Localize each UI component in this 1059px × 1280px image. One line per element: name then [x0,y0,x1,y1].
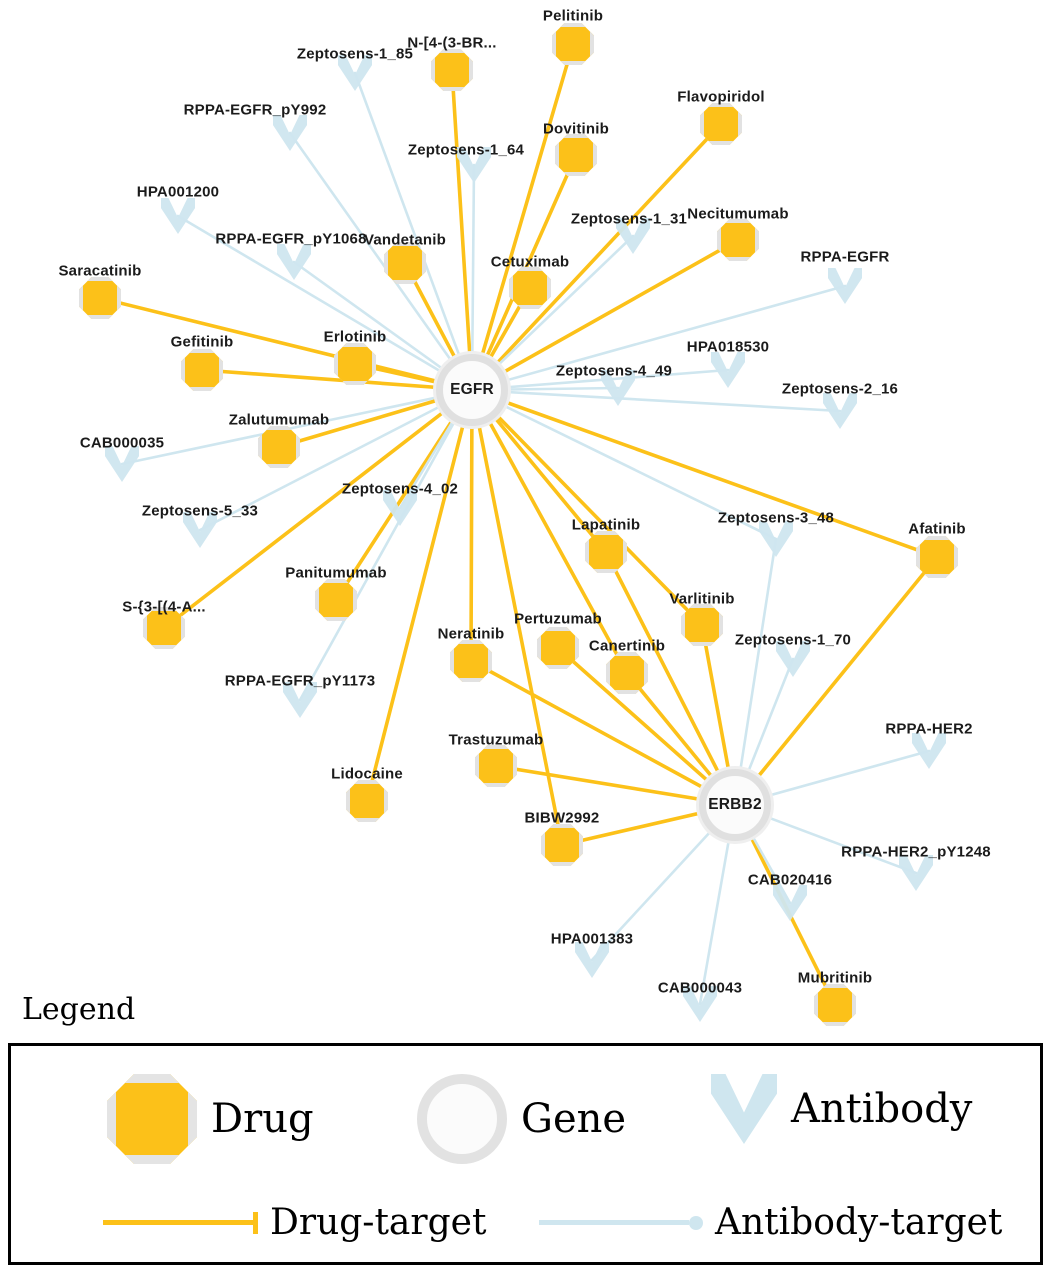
node-label: Zeptosens-1_31 [570,210,688,228]
node-label: Trastuzumab [448,731,544,749]
edge-drug [735,557,937,805]
legend-label-antibody: Antibody [791,1086,973,1132]
node-label: CAB000035 [79,434,165,452]
node-label: Zeptosens-3_48 [717,509,835,527]
gene-circle-icon [417,1074,507,1164]
node-label: Pertuzumab [514,610,602,628]
legend-item-gene [417,1074,626,1164]
legend-box [8,1043,1043,1265]
node-label: RPPA-EGFR_pY1068 [215,230,367,248]
node-label: Mubritinib [797,969,873,987]
node-label: Canertinib [588,637,666,655]
node-label: HPA001383 [550,930,634,948]
legend-edge-types [11,1196,1040,1256]
node-label: RPPA-EGFR_pY992 [183,101,327,119]
legend-item-drug [107,1074,314,1164]
legend-edge-drug-target [103,1202,486,1243]
antibody-edge-line-icon [539,1220,689,1225]
node-label: RPPA-EGFR [800,248,890,266]
legend-edge-antibody-target [539,1202,1002,1243]
node-label: Zeptosens-2_16 [781,380,899,398]
node-label: Necitumumab [687,205,789,223]
node-label: Vandetanib [363,231,447,249]
node-label: Dovitinib [543,120,609,138]
node-label: Lidocaine [331,765,403,783]
node-label: CAB000043 [657,979,743,997]
node-label: Zeptosens-1_85 [296,45,414,63]
node-label: Zalutumumab [228,411,330,429]
node-label: Cetuximab [490,253,570,271]
node-label: Zeptosens-1_64 [407,141,525,159]
node-label: Pelitinib [542,7,604,25]
antibody-edge-cap-icon [689,1216,703,1230]
node-label: Afatinib [908,520,966,538]
node-label: EGFR [450,381,494,398]
node-label: HPA018530 [686,338,770,356]
node-label: Neratinib [437,625,505,643]
node-label: BIBW2992 [524,809,600,827]
node-label: Gefitinib [170,333,234,351]
legend-label-antibody-target: Antibody-target [715,1202,1003,1243]
node-label: ERBB2 [708,796,762,813]
legend-label-drug: Drug [211,1096,314,1142]
legend-node-types [11,1064,1040,1174]
drug-octagon-icon [107,1074,197,1164]
legend-title: Legend [22,992,136,1027]
node-label: RPPA-HER2_pY1248 [841,843,991,861]
node-label: Zeptosens-5_33 [141,502,259,520]
node-label: Flavopiridol [677,88,765,106]
node-label: RPPA-HER2 [885,720,973,738]
legend-label-gene: Gene [521,1096,627,1142]
edge-antibody [735,539,776,805]
legend-item-antibody [711,1074,972,1144]
node-label: Erlotinib [323,328,387,346]
node-label: Saracatinib [58,262,142,280]
edge-drug [472,390,702,625]
node-label: RPPA-EGFR_pY1173 [224,672,376,690]
node-label: Lapatinib [571,516,641,534]
antibody-chevron-icon [711,1074,777,1144]
drug-edge-cap-icon [253,1212,258,1234]
node-label: Zeptosens-1_70 [734,631,852,649]
legend-label-drug-target: Drug-target [270,1202,487,1243]
node-label: S-{3-[(4-A... [122,598,206,616]
node-label: HPA001200 [136,183,220,201]
node-label: Varlitinib [669,590,735,608]
drug-edge-line-icon [103,1220,253,1225]
node-label: Panitumumab [285,564,387,582]
node-label: N-[4-(3-BR... [407,34,497,52]
node-label: Zeptosens-4_02 [341,480,459,498]
node-label: CAB020416 [747,871,833,889]
edge-drug [471,390,472,661]
node-label: Zeptosens-4_49 [555,362,673,380]
edge-antibody [300,390,472,700]
